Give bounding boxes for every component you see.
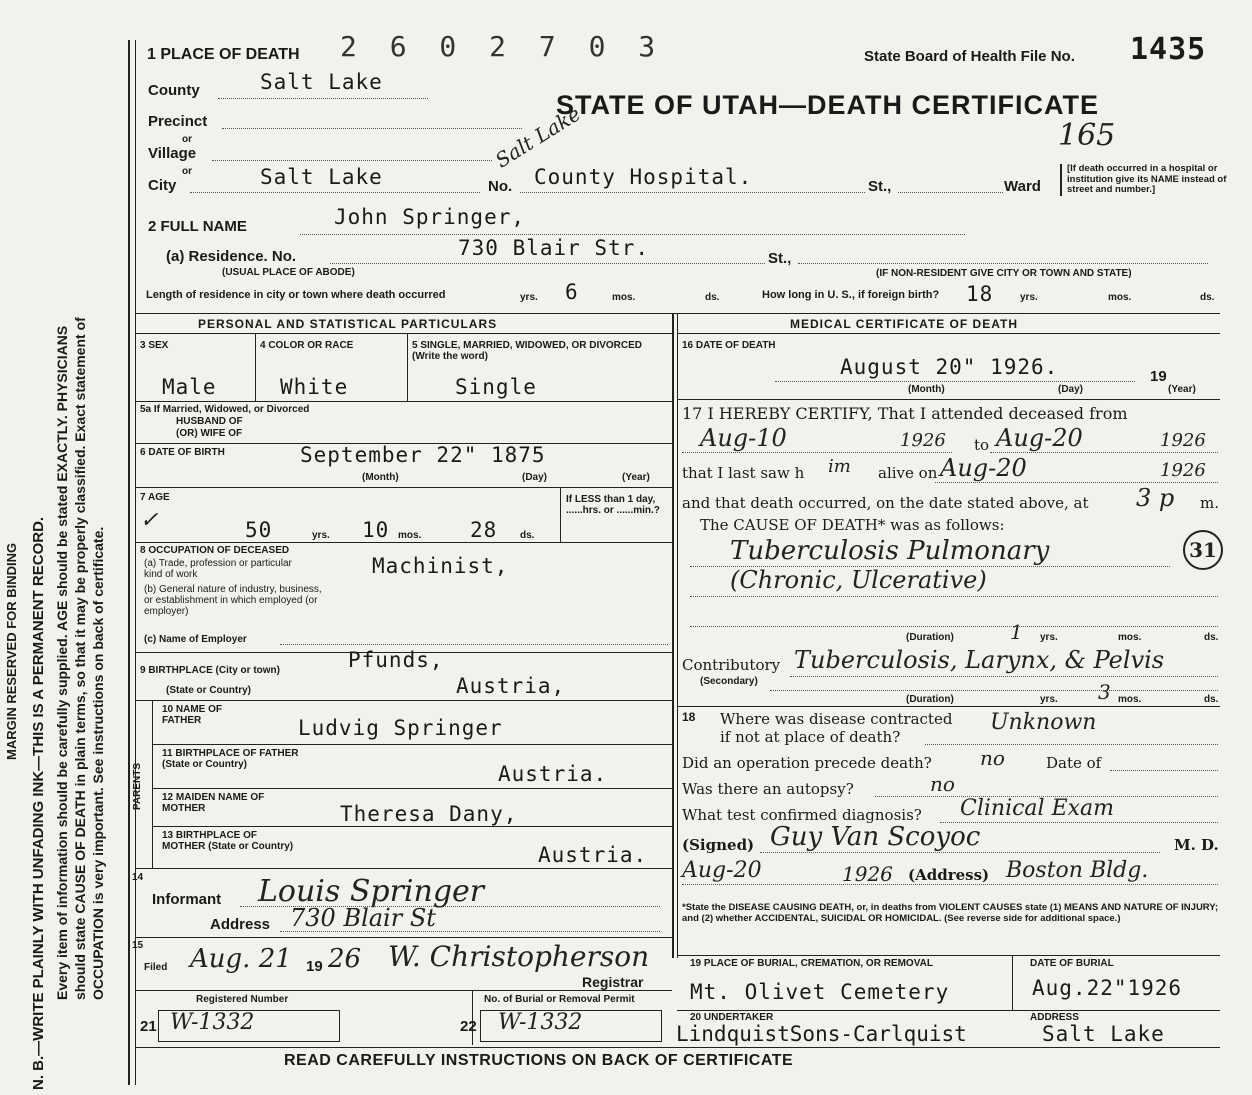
center-divider-2 — [677, 313, 678, 958]
physician-address-label: (Address) — [908, 866, 990, 884]
cause-code: 31 — [1183, 530, 1223, 570]
physician-address: Boston Bldg. — [1006, 858, 1149, 883]
informant-label: Informant — [152, 891, 222, 908]
filed-year-prefix: 19 — [306, 958, 323, 975]
residence-sub: (USUAL PLACE OF ABODE) — [222, 267, 355, 278]
age-yrs-label: yrs. — [312, 530, 330, 541]
attended-to: Aug-20 — [996, 424, 1083, 452]
where-contracted-label: Where was disease contracted — [720, 710, 953, 728]
duration-ds-label: ds. — [1204, 632, 1219, 643]
dob-label: 6 DATE OF BIRTH — [140, 447, 225, 458]
contributory-value: Tuberculosis, Larynx, & Pelvis — [794, 646, 1165, 674]
marital-label: 5 SINGLE, MARRIED, WIDOWED, OR DIVORCED (Write the word) — [412, 340, 643, 362]
cause-of-death-secondary: (Chronic, Ulcerative) — [730, 566, 987, 594]
physician-signature: Guy Van Scoyoc — [770, 822, 981, 852]
registered-number-value: W-1332 — [170, 1010, 255, 1035]
item-15: 15 — [132, 940, 144, 951]
death-year-label: (Year) — [1168, 384, 1196, 395]
us-mos-label: mos. — [1108, 292, 1132, 303]
item-21: 21 — [140, 1018, 157, 1035]
us-yrs-label: yrs. — [1020, 292, 1038, 303]
attended-from-year: 1926 — [900, 430, 946, 451]
cause-of-death-primary: Tuberculosis Pulmonary — [730, 536, 1050, 566]
informant-address-label: Address — [210, 916, 271, 933]
less-than-day-label: If LESS than 1 day, ......hrs. or ......min.? — [566, 494, 660, 516]
duration-yrs: 1 — [1010, 620, 1023, 644]
length-of-residence-label: Length of residence in city or town where death occurred — [146, 289, 446, 301]
item-18: 18 — [682, 710, 696, 724]
informant-value: Louis Springer — [258, 874, 485, 909]
dob-year-label: (Year) — [622, 472, 650, 483]
color-label: 4 COLOR OR RACE — [260, 340, 354, 351]
occupation-value: Machinist, — [372, 554, 509, 578]
autopsy-label: Was there an autopsy? — [682, 780, 854, 798]
full-name-label: 2 FULL NAME — [148, 218, 247, 235]
nonresident-note: (IF NON-RESIDENT GIVE CITY OR TOWN AND STATE) — [876, 268, 1132, 279]
no-label: No. — [488, 178, 513, 195]
item-14: 14 — [132, 872, 144, 883]
alive-on-year: 1926 — [1160, 460, 1206, 481]
res-yrs-value: 6 — [565, 280, 579, 304]
file-no: 1435 — [1130, 32, 1207, 67]
ward-note: [If death occurred in a hospital or institution give its NAME instead of street and number.] — [1060, 164, 1227, 196]
precinct-label: Precinct — [148, 113, 208, 130]
birthplace-country: Austria, — [456, 674, 566, 698]
age-checkmark: ✓ — [140, 508, 159, 533]
city-label: City — [148, 177, 177, 194]
death-month-label: (Month) — [908, 384, 945, 395]
dob-month-label: (Month) — [362, 472, 399, 483]
signed-label: (Signed) — [682, 836, 755, 854]
undertaker-value: LindquistSons-Carlquist — [676, 1022, 967, 1046]
father-name-value: Ludvig Springer — [298, 716, 503, 740]
mother-name-value: Theresa Dany, — [340, 802, 518, 826]
mother-birthplace-value: Austria. — [538, 843, 648, 867]
us-ds-label: ds. — [1200, 292, 1215, 303]
undertaker-label: 20 UNDERTAKER — [690, 1012, 774, 1023]
color-value: White — [280, 375, 349, 399]
city-handwritten: Salt Lake — [490, 101, 585, 173]
father-birthplace-value: Austria. — [498, 762, 608, 786]
father-birthplace-label: 11 BIRTHPLACE OF FATHER (State or Country) — [162, 748, 299, 770]
spouse-label: 5a If Married, Widowed, or Divorced — [140, 404, 310, 415]
item-22: 22 — [460, 1018, 477, 1035]
file-no-label: State Board of Health File No. — [864, 48, 1075, 65]
res-yrs-label: yrs. — [520, 292, 538, 303]
occupation-b-label: (b) General nature of industry, business, or establishment in which employed (or employer) — [144, 584, 322, 617]
ward-label: Ward — [1004, 178, 1041, 195]
autopsy-value: no — [930, 772, 955, 796]
where-contracted-value: Unknown — [990, 710, 1097, 735]
residence-label: (a) Residence. No. — [166, 248, 297, 265]
undertaker-address-label: ADDRESS — [1030, 1012, 1079, 1023]
dob-value: September 22" 1875 — [300, 443, 546, 467]
duration2-mos-label: mos. — [1118, 694, 1142, 705]
footer-instructions: READ CAREFULLY INSTRUCTIONS ON BACK OF CERTIFICATE — [284, 1052, 794, 1069]
last-saw-label: that I last saw h — [682, 464, 805, 482]
county-value: Salt Lake — [260, 70, 383, 94]
certificate-title: STATE OF UTAH—DEATH CERTIFICATE — [556, 90, 1099, 120]
sex-label: 3 SEX — [140, 340, 169, 351]
date-of-label: Date of — [1046, 754, 1102, 772]
county-label: County — [148, 82, 200, 99]
or-label-2: or — [182, 166, 192, 177]
operation-value: no — [980, 746, 1005, 770]
handwritten-number: 165 — [1058, 118, 1116, 153]
res-ds-label: ds. — [705, 292, 720, 303]
to-label: to — [974, 436, 990, 454]
us-label: How long in U. S., if foreign birth? — [762, 289, 940, 301]
duration-mos-label: mos. — [1118, 632, 1142, 643]
full-name-value: John Springer, — [334, 205, 526, 229]
signed-year: 1926 — [842, 862, 893, 886]
filed-label: Filed — [144, 962, 168, 973]
age-yrs-value: 50 — [245, 518, 273, 542]
certify-line: 17 I HEREBY CERTIFY, That I attended deceased from — [682, 404, 1128, 423]
registered-number-label: Registered Number — [196, 994, 289, 1005]
margin-instruction-line2: Every item of information should be carefully supplied. AGE should be stated EXACTLY. PHYSICIANS — [54, 325, 70, 1000]
m-label: m. — [1200, 494, 1219, 512]
stamp-number: 2 6 0 2 7 0 3 — [340, 30, 664, 63]
alive-on-label: alive on — [878, 464, 938, 482]
duration2-mos: 3 — [1098, 680, 1111, 704]
duration-label: (Duration) — [906, 632, 954, 643]
personal-heading: PERSONAL AND STATISTICAL PARTICULARS — [198, 317, 498, 331]
us-yrs-value: 18 — [966, 282, 994, 306]
spouse-label-2: HUSBAND OF — [176, 416, 243, 427]
date-of-death-label: 16 DATE OF DEATH — [682, 340, 776, 351]
attended-to-year: 1926 — [1160, 430, 1206, 451]
death-occurred-label: and that death occurred, on the date stated above, at — [682, 494, 1089, 512]
father-name-label: 10 NAME OF FATHER — [162, 704, 223, 726]
md-label: M. D. — [1174, 836, 1219, 854]
frame-left-line — [128, 40, 130, 1085]
birthplace-label: 9 BIRTHPLACE (City or town) — [140, 665, 280, 676]
registrar-label: Registrar — [582, 974, 644, 990]
test-label: What test confirmed diagnosis? — [682, 806, 922, 824]
mother-name-label: 12 MAIDEN NAME OF MOTHER — [162, 792, 265, 814]
death-occurred-time: 3 p — [1136, 484, 1175, 512]
medical-footnote: *State the DISEASE CAUSING DEATH, or, in deaths from VIOLENT CAUSES state (1) MEANS AND NATURE OF INJURY; and (2) whether ACCIDENTAL, SUICIDAL OR HOMICIDAL. (See reverse side for additional space.) — [682, 902, 1219, 924]
res-mos-label: mos. — [612, 292, 636, 303]
residence-st-label: St., — [768, 250, 792, 267]
or-label-1: or — [182, 134, 192, 145]
where-contracted-label-2: if not at place of death? — [720, 728, 901, 746]
burial-date-label: DATE OF BURIAL — [1030, 958, 1114, 969]
dob-day-label: (Day) — [522, 472, 548, 483]
date-of-death-value: August 20" 1926. — [840, 355, 1059, 379]
age-mos-label: mos. — [398, 530, 422, 541]
burial-place-label: 19 PLACE OF BURIAL, CREMATION, OR REMOVAL — [690, 958, 933, 969]
spouse-label-3: (OR) WIFE OF — [176, 428, 243, 439]
age-label: 7 AGE — [140, 492, 170, 503]
secondary-label: (Secondary) — [700, 676, 758, 687]
birthplace-city: Pfunds, — [348, 648, 444, 672]
contributory-label: Contributory — [682, 656, 781, 674]
margin-instruction-line3: should state CAUSE OF DEATH in plain terms, so that it may be properly classified. Exact statement of — [72, 317, 88, 1000]
date-year-prefix: 19 — [1150, 368, 1167, 385]
age-ds-value: 28 — [470, 518, 498, 542]
duration-yrs-label: yrs. — [1040, 632, 1058, 643]
duration2-yrs-label: yrs. — [1040, 694, 1058, 705]
alive-on-value: Aug-20 — [940, 454, 1027, 482]
medical-heading: MEDICAL CERTIFICATE OF DEATH — [790, 317, 1018, 331]
parents-label: PARENTS — [132, 762, 143, 810]
marital-value: Single — [455, 375, 537, 399]
informant-address: 730 Blair St — [290, 904, 436, 932]
st-label: St., — [868, 178, 892, 195]
test-value: Clinical Exam — [960, 796, 1115, 821]
operation-label: Did an operation precede death? — [682, 754, 932, 772]
margin-instruction-line1: N. B.—WRITE PLAINLY WITH UNFADING INK—THIS IS A PERMANENT RECORD. — [30, 516, 47, 1090]
signed-date: Aug-20 — [682, 858, 762, 883]
occupation-a-label: (a) Trade, profession or particular kind of work — [144, 558, 292, 580]
age-mos-value: 10 — [362, 518, 390, 542]
employer-label: (c) Name of Employer — [144, 634, 247, 645]
age-ds-label: ds. — [520, 530, 535, 541]
filed-date: Aug. 21 — [190, 944, 292, 974]
burial-permit-label: No. of Burial or Removal Permit — [484, 994, 635, 1005]
undertaker-address-value: Salt Lake — [1042, 1022, 1165, 1046]
duration2-ds-label: ds. — [1204, 694, 1219, 705]
birthplace-state-label: (State or Country) — [166, 685, 251, 696]
village-label: Village — [148, 145, 197, 162]
registrar-signature: W. Christopherson — [388, 940, 650, 973]
filed-year: 26 — [328, 944, 362, 974]
duration2-label: (Duration) — [906, 694, 954, 705]
cause-of-death-label: The CAUSE OF DEATH* was as follows: — [700, 516, 1005, 534]
last-saw-him: im — [828, 456, 851, 477]
attended-from: Aug-10 — [700, 424, 787, 452]
burial-place-value: Mt. Olivet Cemetery — [690, 980, 950, 1004]
mother-birthplace-label: 13 BIRTHPLACE OF MOTHER (State or Country) — [162, 830, 294, 852]
margin-binding-note: MARGIN RESERVED FOR BINDING — [4, 542, 19, 760]
center-divider — [672, 313, 674, 958]
residence-value: 730 Blair Str. — [458, 236, 650, 260]
place-of-death-label: 1 PLACE OF DEATH — [147, 46, 300, 63]
frame-left-line-2 — [135, 40, 136, 1085]
margin-instruction-line4: OCCUPATION is very important. See instructions on back of certificate. — [90, 526, 106, 1000]
occupation-label: 8 OCCUPATION OF DECEASED — [140, 545, 290, 556]
burial-permit-value: W-1332 — [498, 1010, 583, 1035]
burial-date-value: Aug.22"1926 — [1032, 976, 1183, 1000]
hospital-value: County Hospital. — [534, 165, 753, 189]
death-day-label: (Day) — [1058, 384, 1084, 395]
city-value: Salt Lake — [260, 165, 383, 189]
sex-value: Male — [162, 375, 217, 399]
